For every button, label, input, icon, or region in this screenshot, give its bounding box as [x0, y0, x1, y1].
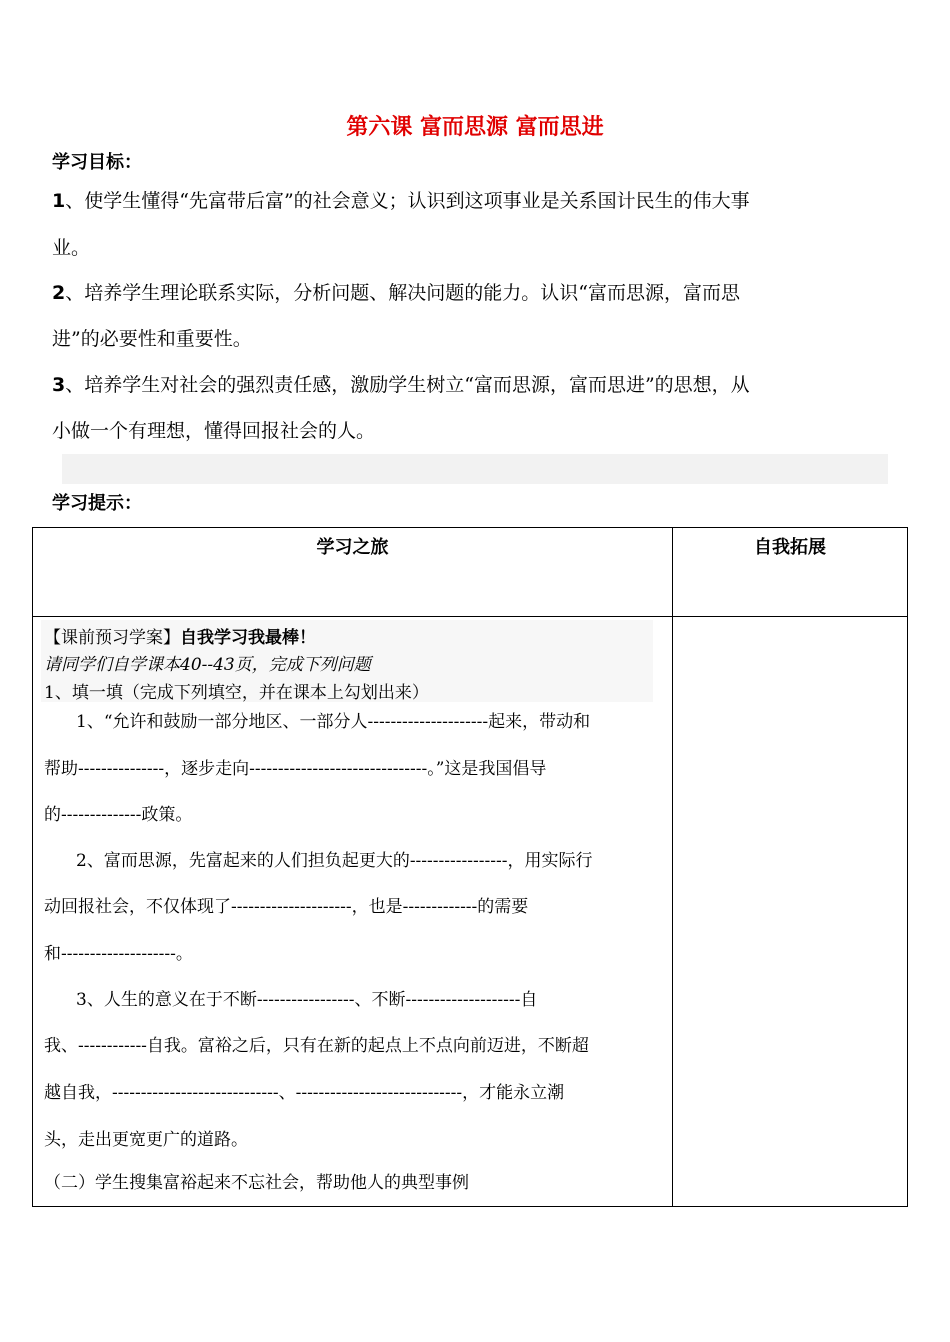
q3-line-1: 3、人生的意义在于不断-----------------、不断--------------------自	[76, 990, 538, 1010]
q1-line-1: 1、“允许和鼓励一部分地区、一部分人---------------------起来，带动和	[76, 712, 591, 732]
objective-1-number: 1	[52, 190, 66, 212]
q2-line-2: 动回报社会，不仅体现了---------------------，也是-------------的需要	[44, 897, 529, 917]
objective-3-text: 、培养学生对社会的强烈责任感，激励学生树立“富而思源，富而思进”的思想，从	[65, 374, 750, 396]
column-header-self-expansion: 自我拓展	[754, 537, 826, 558]
lesson-title: 第六课 富而思源 富而思进	[346, 115, 604, 140]
objective-3-line-2: 小做一个有理想，懂得回报社会的人。	[52, 420, 376, 442]
objective-1-line-1	[52, 186, 750, 213]
column-header-study-journey: 学习之旅	[316, 537, 389, 558]
instruction-text: 请同学们自学课本40--43页，完成下列问题	[44, 655, 371, 675]
objective-2-line-2: 进”的必要性和重要性。	[52, 328, 252, 350]
q2-line-3: 和--------------------。	[44, 944, 193, 964]
q3-line-3: 越自我，-----------------------------、-----------------------------，才能永立潮	[44, 1083, 565, 1103]
q3-line-2: 我、------------自我。富裕之后，只有在新的起点上不点向前迈进，不断超	[44, 1036, 589, 1056]
objective-1-text: 、使学生懂得“先富带后富”的社会意义；认识到这项事业是关系国计民生的伟大事	[65, 190, 750, 212]
objective-2-text: 、培养学生理论联系实际，分析问题、解决问题的能力。认识“富而思源，富而思	[65, 282, 740, 304]
header-divider	[33, 616, 907, 617]
objective-2-number: 2	[52, 282, 66, 304]
q2-line-1: 2、富而思源，先富起来的人们担负起更大的-----------------，用实际行	[76, 851, 593, 871]
preview-tag: 【课前预习学案】	[44, 628, 180, 648]
q1-line-2: 帮助---------------，逐步走向-------------------------------。”这是我国倡导	[44, 759, 547, 779]
preview-slogan: 自我学习我最棒！	[180, 628, 316, 648]
study-table	[32, 527, 908, 1207]
objective-3-number: 3	[52, 374, 66, 396]
objective-2-line-1	[52, 278, 740, 305]
fill-in-heading: 1、填一填（完成下列填空，并在课本上勾划出来）	[44, 683, 429, 703]
objective-1-line-2: 业。	[52, 237, 91, 259]
objectives-heading: 学习目标：	[52, 152, 142, 173]
objective-3-line-1	[52, 370, 750, 397]
column-divider	[672, 528, 673, 1206]
preview-header	[44, 623, 316, 648]
q3-line-4: 头，走出更宽更广的道路。	[44, 1130, 248, 1150]
tips-heading: 学习提示：	[52, 493, 142, 514]
section-two-text: （二）学生搜集富裕起来不忘社会，帮助他人的典型事例	[44, 1173, 469, 1193]
q1-line-3: 的--------------政策。	[44, 805, 193, 825]
shaded-band	[62, 454, 888, 484]
